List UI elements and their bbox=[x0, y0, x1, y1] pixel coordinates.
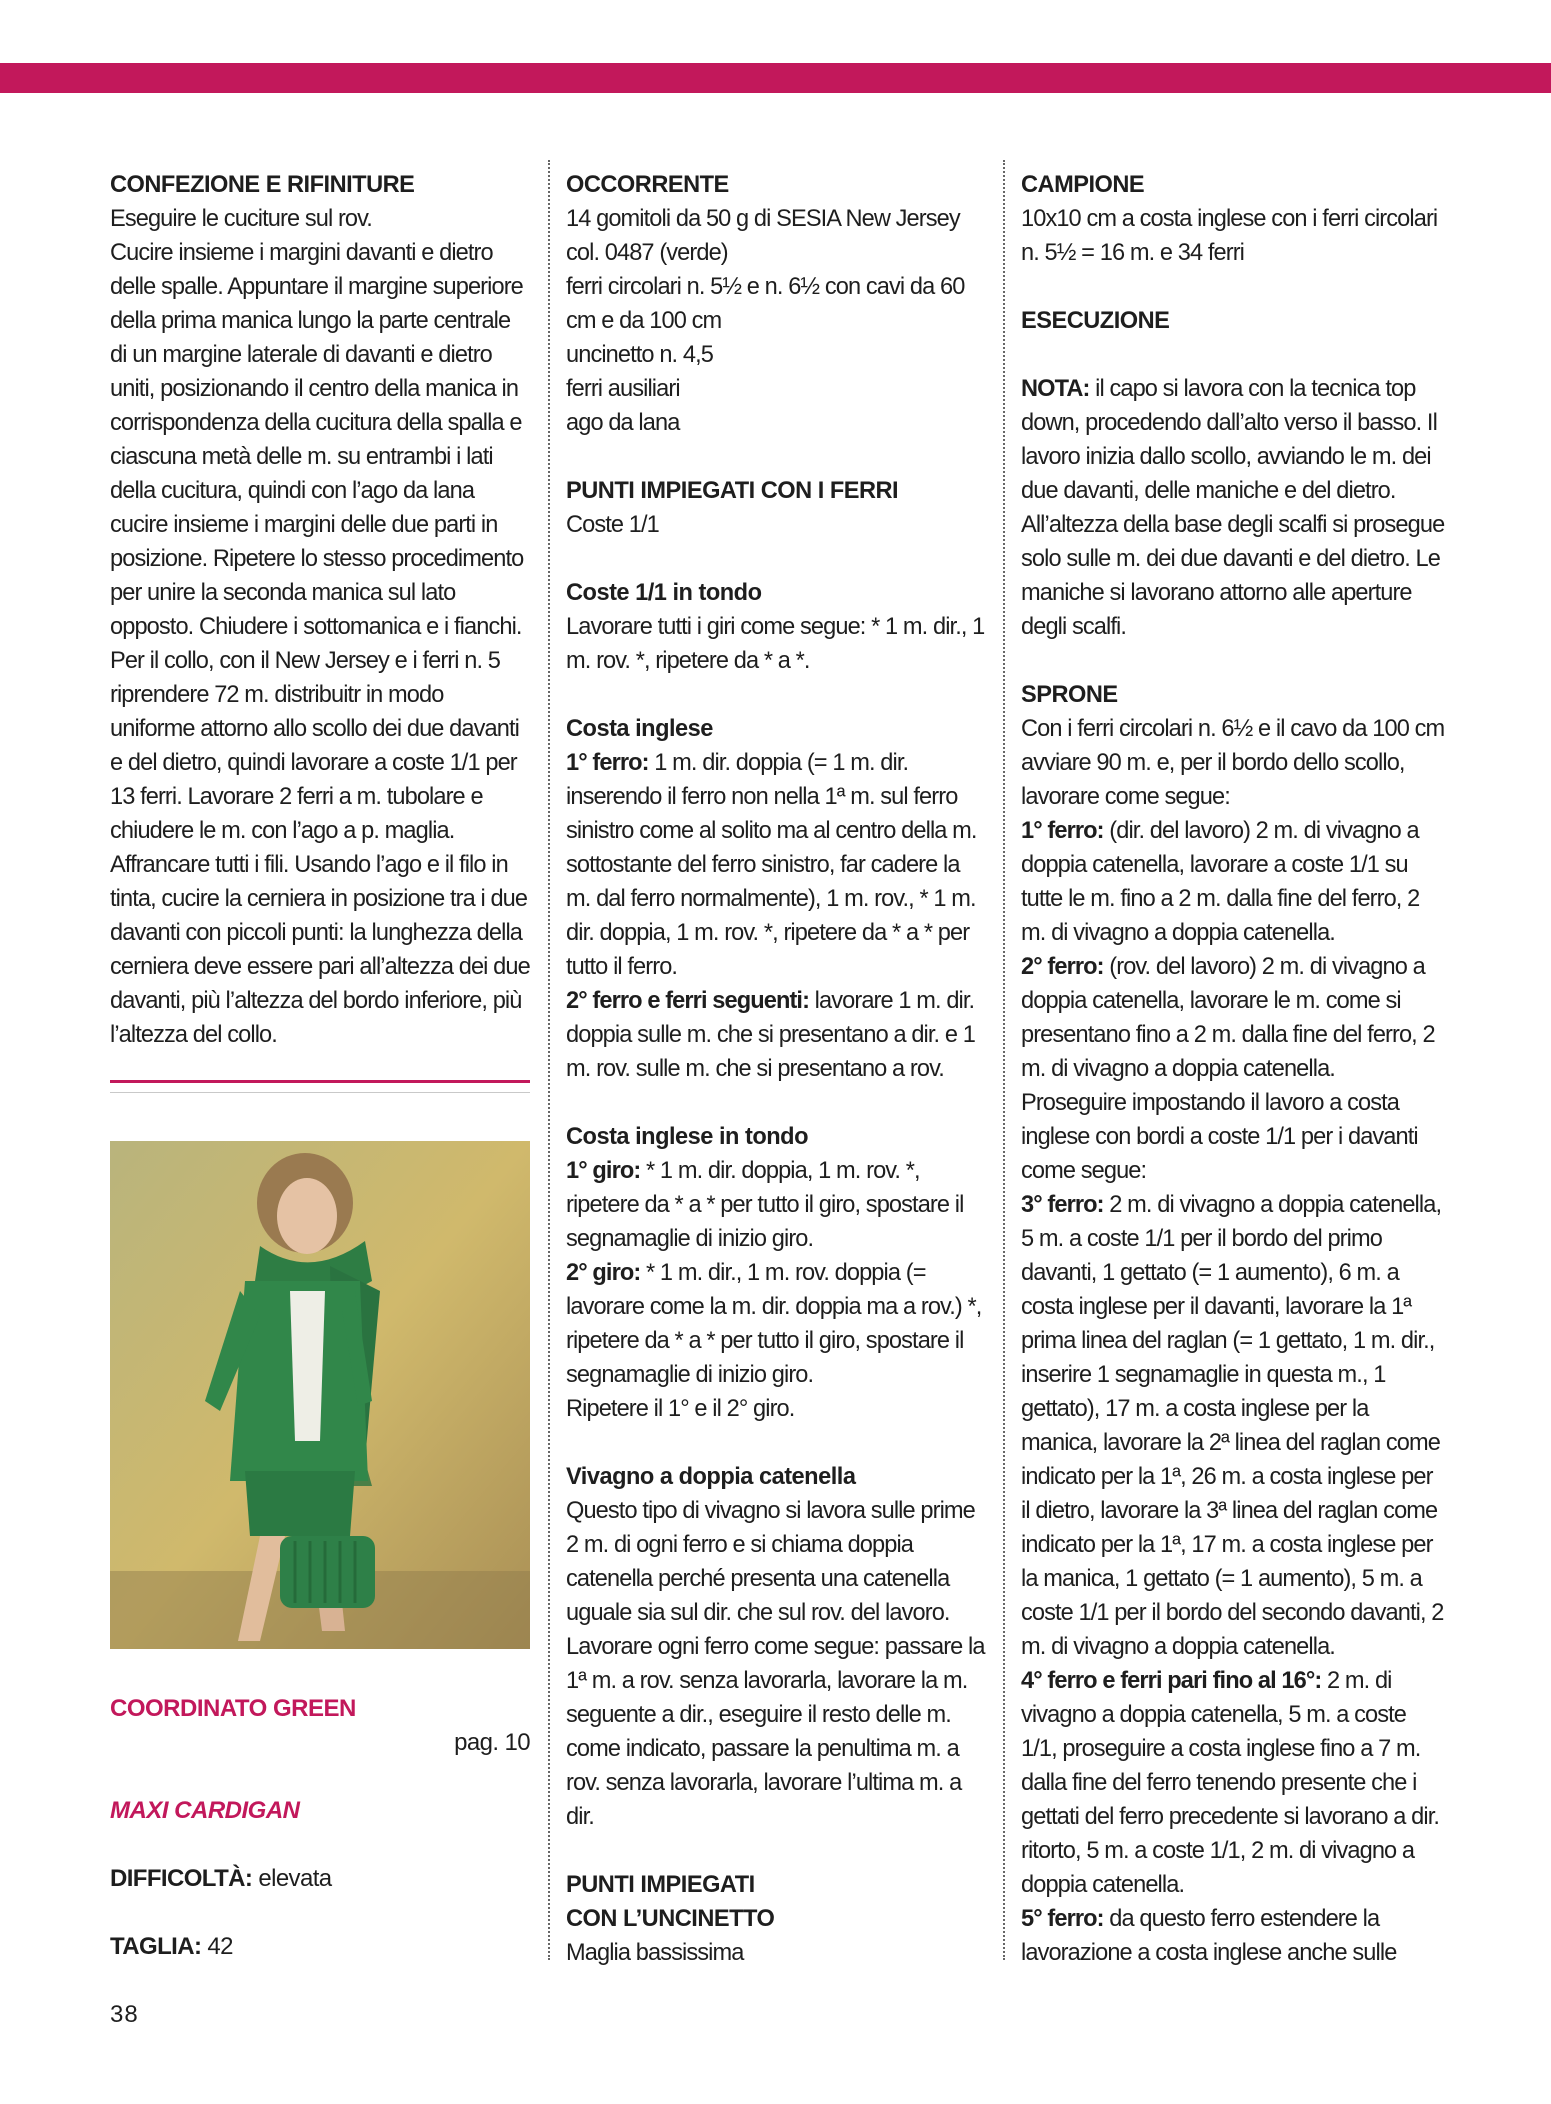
para-ferro1 bbox=[1021, 814, 1445, 950]
text-nota: il capo si lavora con la tecnica top down, procedendo dall’alto verso il basso. Il lavoro inizia dallo scollo, avviando le m. dei due davanti, delle maniche e del dietro. All’altezza della base degli scalfi si prosegue solo sulle m. dei due davanti e del dietro. Le maniche si lavorano attorno alle aperture degli scalfi. bbox=[1021, 376, 1445, 640]
photo-accent-rule bbox=[110, 1080, 530, 1083]
text-confezione: Eseguire le cuciture sul rov. Cucire insieme i margini davanti e dietro delle spalle. Appuntare il margine superiore della prima manica lungo la parte centrale di un margine laterale di davanti e dietro uniti, posizionando il centro della manica in corrispondenza della cucitura della spalla e ciascuna metà delle m. su entrambi i lati della cucitura, quindi con l’ago da lana cucire insieme i margini delle due parti in posizione. Ripetere lo stesso procedimento per unire la seconda manica sul lato opposto. Chiudere i sottomanica e i fianchi. Per il collo, con il New Jersey e i ferri n. 5 riprendere 72 m. distribuitr in modo uniforme attorno allo scollo dei due davanti e del dietro, quindi lavorare a coste 1/1 per 13 ferri. Lavorare 2 ferri a m. tubolare e chiudere le m. con l’ago a p. maglia. Affrancare tutti i fili. Usando l’ago e il filo in tinta, cucire la cerniera in posizione tra i due davanti con piccoli punti: la lunghezza della cerniera deve essere pari all’altezza dei due davanti, più l’altezza del bordo inferiore, più l’altezza del collo. bbox=[110, 206, 530, 1048]
text-coste-tondo: Lavorare tutti i giri come segue: * 1 m. dir., 1 m. rov. *, ripetere da * a *. bbox=[566, 614, 985, 674]
text-vivagno: Questo tipo di vivagno si lavora sulle prime 2 m. di ogni ferro e si chiama doppia catenella perché presenta una catenella uguale sia sul dir. che sul rov. del lavoro. Lavorare ogni ferro come segue: passare la 1ª m. a rov. senza lavorarla, lavorare la m. seguente a dir., eseguire il resto delle m. come indicato, passare la penultima m. a rov. senza lavorarla, lavorare l’ultima m. a dir. bbox=[566, 1498, 985, 1830]
text-sprone: Con i ferri circolari n. 6½ e il cavo da 100 cm avviare 90 m. e, per il bordo dello scollo, lavorare come segue: bbox=[1021, 716, 1445, 810]
text-occorrente: 14 gomitoli da 50 g di SESIA New Jersey col. 0487 (verde) ferri circolari n. 5½ e n. 6½ con cavi da 60 cm e da 100 cm uncinetto n. 4,5 ferri ausiliari ago da lana bbox=[566, 206, 965, 436]
para-ferro3 bbox=[1021, 1188, 1445, 1664]
label-cit-giro2: 2° giro: bbox=[566, 1260, 641, 1286]
text-cit-giro2: * 1 m. dir., 1 m. rov. doppia (= lavorare come la m. dir. doppia ma a rov.) *, ripetere da * a * per tutto il giro, spostare il segnamaglie di inizio giro. Ripetere il 1° e il 2° giro. bbox=[566, 1260, 982, 1422]
label-cit-giro1: 1° giro: bbox=[566, 1158, 641, 1184]
text-ci-ferro2: lavorare 1 m. dir. doppia sulle m. che si presentano a dir. e 1 m. rov. sulle m. che si presentano a rov. bbox=[566, 988, 975, 1082]
difficulty-line bbox=[110, 1862, 530, 1896]
heading-costa-inglese: Costa inglese bbox=[566, 716, 713, 742]
column-campione bbox=[1021, 168, 1445, 1970]
size-value: 42 bbox=[201, 1933, 233, 1960]
column-occorrente bbox=[566, 168, 986, 1970]
page-number: 38 bbox=[110, 2001, 139, 2028]
page-reference: pag. 10 bbox=[454, 1729, 530, 1756]
label-ferro1: 1° ferro: bbox=[1021, 818, 1104, 844]
text-punti-uncinetto: Maglia bassissima bbox=[566, 1940, 744, 1966]
heading-sprone: SPRONE bbox=[1021, 682, 1118, 708]
difficulty-label: DIFFICOLTÀ: bbox=[110, 1865, 253, 1892]
model-illustration bbox=[110, 1141, 530, 1649]
model-photo bbox=[110, 1141, 530, 1649]
heading-esecuzione: ESECUZIONE bbox=[1021, 308, 1170, 334]
label-ferro5: 5° ferro: bbox=[1021, 1906, 1104, 1932]
difficulty-value: elevata bbox=[252, 1865, 332, 1892]
below-photo-block bbox=[110, 1692, 530, 1964]
heading-costa-inglese-tondo: Costa inglese in tondo bbox=[566, 1124, 808, 1150]
column-divider-2 bbox=[1003, 160, 1005, 1960]
coordinato-title: COORDINATO GREEN bbox=[110, 1695, 356, 1722]
text-ferro4: 2 m. di vivagno a doppia catenella, 5 m. a coste 1/1, proseguire a costa inglese fino a 7 m. dalla fine del ferro tenendo presente che i gettati del ferro precedente si lavorano a dir. ritorto, 5 m. a coste 1/1, 2 m. di vivagno a doppia catenella. bbox=[1021, 1668, 1440, 1898]
para-ferro5 bbox=[1021, 1902, 1445, 1970]
text-ferro3: 2 m. di vivagno a doppia catenella, 5 m. a coste 1/1 per il bordo del primo davanti, 1 gettato (= 1 aumento), 6 m. a costa inglese per il davanti, lavorare la 1ª prima linea del raglan (= 1 gettato, 1 m. dir., inserire 1 segnamaglie in questa m., 1 gettato), 17 m. a costa inglese per la manica, lavorare la 2ª linea del raglan come indicato per la 1ª, 26 m. a costa inglese per il dietro, lavorare la 3ª linea del raglan come indicato per la 1ª, 17 m. a costa inglese per la manica, 1 gettato (= 1 aumento), 5 m. a coste 1/1 per il bordo del secondo davanti, 2 m. di vivagno a doppia catenella. bbox=[1021, 1192, 1444, 1660]
label-ferro3: 3° ferro: bbox=[1021, 1192, 1104, 1218]
size-line bbox=[110, 1930, 530, 1964]
column-divider-1 bbox=[548, 160, 550, 1960]
text-ferro5: da questo ferro estendere la lavorazione a costa inglese anche sulle bbox=[1021, 1906, 1397, 1966]
para-ci-ferro1 bbox=[566, 746, 986, 984]
label-ci-ferro2: 2° ferro e ferri seguenti: bbox=[566, 988, 810, 1014]
para-ci-ferro2 bbox=[566, 984, 986, 1086]
para-ferro2 bbox=[1021, 950, 1445, 1188]
text-punti-ferri: Coste 1/1 bbox=[566, 512, 659, 538]
text-ferro1: (dir. del lavoro) 2 m. di vivagno a doppia catenella, lavorare a coste 1/1 su tutte le m. fino a 2 m. dalla fine del ferro, 2 m. di vivagno a doppia catenella. bbox=[1021, 818, 1420, 946]
para-cit-giro1 bbox=[566, 1154, 986, 1256]
heading-coste-tondo: Coste 1/1 in tondo bbox=[566, 580, 762, 606]
label-ci-ferro1: 1° ferro: bbox=[566, 750, 649, 776]
column-confezione bbox=[110, 168, 530, 1052]
label-ferro2: 2° ferro: bbox=[1021, 954, 1104, 980]
heading-confezione: CONFEZIONE E RIFINITURE bbox=[110, 172, 415, 198]
para-ferro4 bbox=[1021, 1664, 1445, 1902]
label-ferro4: 4° ferro e ferri pari fino al 16°: bbox=[1021, 1668, 1322, 1694]
label-nota: NOTA: bbox=[1021, 376, 1090, 402]
heading-punti-uncinetto: PUNTI IMPIEGATI CON L’UNCINETTO bbox=[566, 1872, 775, 1932]
text-ferro2: (rov. del lavoro) 2 m. di vivagno a doppia catenella, lavorare le m. come si presentano fino a 2 m. dalla fine del ferro, 2 m. di vivagno a doppia catenella. Proseguire impostando il lavoro a costa inglese con bordi a coste 1/1 per i davanti come segue: bbox=[1021, 954, 1435, 1184]
text-cit-giro1: * 1 m. dir. doppia, 1 m. rov. *, ripetere da * a * per tutto il giro, spostare il segnamaglie di inizio giro. bbox=[566, 1158, 964, 1252]
text-campione: 10x10 cm a costa inglese con i ferri circolari n. 5½ = 16 m. e 34 ferri bbox=[1021, 206, 1438, 266]
para-nota bbox=[1021, 372, 1445, 644]
para-cit-giro2 bbox=[566, 1256, 986, 1426]
size-label: TAGLIA: bbox=[110, 1933, 202, 1960]
text-ci-ferro1: 1 m. dir. doppia (= 1 m. dir. inserendo il ferro non nella 1ª m. sul ferro sinistro come al solito ma al centro della m. sottostante del ferro sinistro, far cadere la m. dal ferro normalmente), 1 m. rov., * 1 m. dir. doppia, 1 m. rov. *, ripetere da * a * per tutto il ferro. bbox=[566, 750, 977, 980]
heading-vivagno: Vivagno a doppia catenella bbox=[566, 1464, 856, 1490]
heading-occorrente: OCCORRENTE bbox=[566, 172, 729, 198]
heading-campione: CAMPIONE bbox=[1021, 172, 1145, 198]
heading-punti-ferri: PUNTI IMPIEGATI CON I FERRI bbox=[566, 478, 899, 504]
maxi-cardigan-subtitle: MAXI CARDIGAN bbox=[110, 1797, 300, 1824]
photo-thin-rule bbox=[110, 1092, 530, 1093]
top-accent-bar bbox=[0, 63, 1551, 93]
